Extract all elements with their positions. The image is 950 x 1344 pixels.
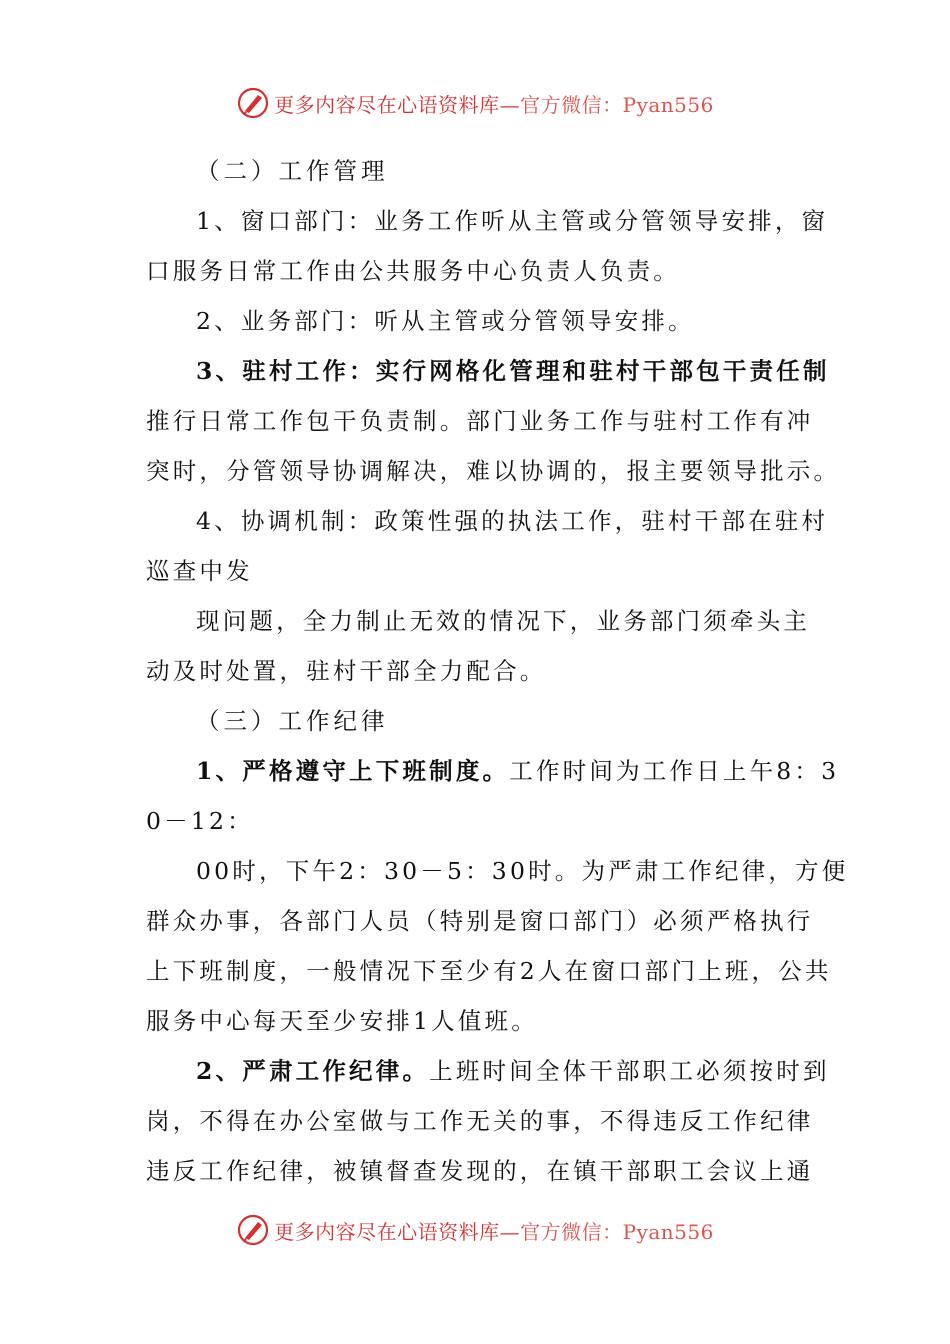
paragraph-line: 0－12： <box>146 807 254 835</box>
banner-wechat-text: 官方微信：Pyan556 <box>520 1219 714 1244</box>
pen-circle-logo-icon <box>236 1213 270 1247</box>
paragraph-line-mixed <box>196 756 856 786</box>
header-banner <box>0 83 950 123</box>
section-heading-2: （二）工作管理 <box>196 157 389 185</box>
paragraph-line: 动及时处置，驻村干部全力配合。 <box>146 657 547 685</box>
paragraph-line: 2、业务部门：听从主管或分管领导安排。 <box>196 307 695 335</box>
paragraph-line: 口服务日常工作由公共服务中心负责人负责。 <box>146 257 680 285</box>
banner-separator: — <box>499 1219 521 1244</box>
footer-banner <box>0 1210 950 1250</box>
pen-circle-logo-icon <box>236 86 270 120</box>
paragraph-line: 岗，不得在办公室做与工作无关的事，不得违反工作纪律 <box>146 1107 814 1135</box>
paragraph-line: 违反工作纪律，被镇督查发现的，在镇干部职工会议上通 <box>146 1157 814 1185</box>
paragraph-line: 4、协调机制：政策性强的执法工作，驻村干部在驻村 <box>196 507 829 535</box>
bold-paragraph-line: 3、驻村工作：实行网格化管理和驻村干部包干责任制 <box>196 357 830 385</box>
header-banner-text <box>274 89 714 118</box>
bold-lead-text: 1、严格遵守上下班制度。 <box>196 757 510 785</box>
footer-banner-inner <box>236 1213 714 1247</box>
paragraph-line: 现问题，全力制止无效的情况下，业务部门须牵头主 <box>196 607 811 635</box>
paragraph-line: 上下班制度，一般情况下至少有2人在窗口部门上班，公共 <box>146 957 832 985</box>
banner-separator: — <box>499 92 521 117</box>
paragraph-line: 1、窗口部门：业务工作听从主管或分管领导安排，窗 <box>196 207 829 235</box>
paragraph-line: 服务中心每天至少安排1人值班。 <box>146 1007 538 1035</box>
paragraph-line: 00时，下午2：30－5：30时。为严肃工作纪律，方便 <box>196 857 849 885</box>
footer-banner-text <box>274 1216 714 1245</box>
banner-wechat-text: 官方微信：Pyan556 <box>520 92 714 117</box>
banner-main-text: 更多内容尽在心语资料库 <box>274 92 500 117</box>
section-heading-3: （三）工作纪律 <box>196 707 389 735</box>
paragraph-line: 推行日常工作包干负责制。部门业务工作与驻村工作有冲 <box>146 407 814 435</box>
paragraph-line: 巡查中发 <box>146 557 253 585</box>
bold-lead-text: 2、严肃工作纪律。 <box>196 1057 430 1085</box>
paragraph-line-mixed <box>196 1056 856 1086</box>
paragraph-line: 群众办事，各部门人员（特别是窗口部门）必须严格执行 <box>146 907 814 935</box>
banner-main-text: 更多内容尽在心语资料库 <box>274 1219 500 1244</box>
paragraph-text: 工作时间为工作日上午8：3 <box>509 757 840 785</box>
header-banner-inner <box>236 86 714 120</box>
paragraph-line: 突时，分管领导协调解决，难以协调的，报主要领导批示。 <box>146 457 841 485</box>
paragraph-text: 上班时间全体干部职工必须按时到 <box>429 1057 830 1085</box>
